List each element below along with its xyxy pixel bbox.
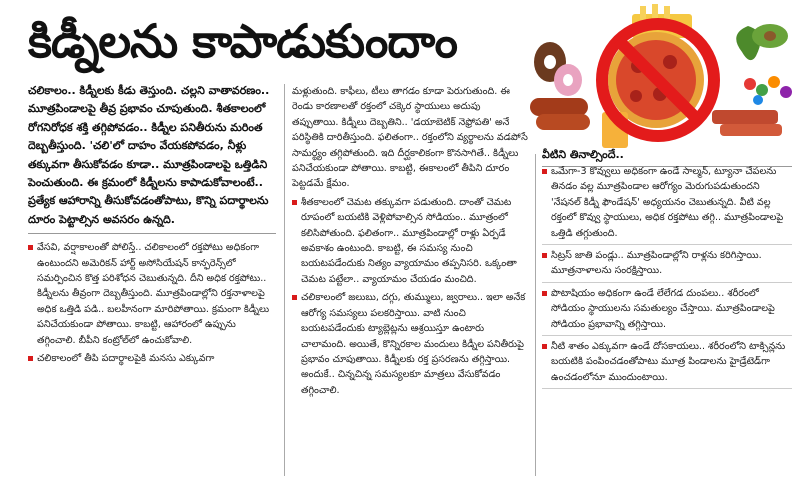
body-paragraph: మళ్లుతుంది. కాఫీలు, టీలు తాగడం కూడా పెరుగుతుంది. ఈ రెండు కారణాలతో రక్తంలో చక్కెర స్థాయులు అదుపు తప్పుతాయి. కిడ్నీలు దెబ్బతిని.. 'డయాబెటిక్ నెఫ్రోపతి' అనే పరిస్థితికి దారితీస్తుంది. ఫలితంగా.. రక్తంలోని వ్యర్థాలను వడపోసే సామర్థ్యం తగ్గిపోతుంది. ఇది దీర్ఘకాలికంగా కొనసాగితే.. కిడ్నీలు పనిచేయకుండా పోతాయి. కాబట్టి, ఈకాలంలో తీపిని దూరం పెట్టడమే క్షేమం. [292,86,528,190]
prohibited-junk-food-illustration [528,2,796,152]
bullet-paragraph: శీతకాలంలో చెమట తక్కువగా పడుతుంది. దాంతో చెమట రూపంలో బయటికి వెళ్లిపోవాల్సిన సోడియం.. మూత్రంలో కలిసిపోతుంది. ఫలితంగా.. మూత్రపిండాల్లో రాళ్లు ఏర్పడే అవకాశం ఉంటుంది. కాబట్టి, ఈ సమస్య నుంచి బయటపడేందుకు నిత్యం వ్యాయామం తప్పనిసరి. ఒక్కంతా చెమట పట్టేలా.. వ్యాయామం చేయడం మంచిది. [292,195,528,287]
candy-icon [744,78,756,90]
article-column-2 [292,84,528,401]
sausage-icon [530,98,588,116]
bacon-icon [712,110,778,124]
bullet-paragraph: సిట్రస్ జాతి పండ్లు.. మూత్రపిండాల్లోని రాళ్లను కరిగిస్తాయి. మూత్రనాళాలను సంరక్షిస్తాయి. [542,248,792,283]
section-subheading: వీటిని తినాల్సిందే.. [542,148,792,167]
bullet-paragraph: ఒమేగా-3 కొవ్వులు అధికంగా ఉండే సాల్మన్, ట్యూనా చేపలను తినడం వల్ల మూత్రపిండాల ఆరోగ్యం మెరుగుపడుతుందని 'నేషనల్ కిడ్నీ ఫౌండేషన్' అధ్యయనం చెబుతున్నది. వీటి వల్ల రక్తంలో కొవ్వు స్థాయులు, అధిక రక్తపోటు తగ్గి.. మూత్రపిండాలపై ఒత్తిడి తగ్గుతుంది. [542,164,792,245]
headline: కిడ్నీలను కాపాడుకుందాం [28,14,457,68]
intro-paragraph: చలికాలం.. కిడ్నీలకు కీడు తెస్తుంది. చల్లని వాతావరణం.. మూత్రపిండాలపై తీవ్ర ప్రభావం చూపుతుంది. శీతకాలంలో రోగనిరోధక శక్తి తగ్గిపోవడం.. కిడ్నీల పనితీరును మరింత దెబ్బతీస్తుంది. 'చలి'లో దాహం వేయకపోవడం, నీళ్లు తక్కువగా తీసుకోవడం కూడా.. మూత్రపిండాలపై ఒత్తిడిని పెంచుతుంది. ఈ క్రమంలో కిడ్నీలను కాపాడుకోవాలంటే.. ప్రత్యేక ఆహారాన్ని తీసుకోవడంతోపాటు, కొన్ని పదార్థాలను దూరం పెట్టాల్సిన అవసరం ఉన్నది. [28,82,276,234]
article-column-3 [542,164,792,392]
column-divider [535,154,536,476]
bullet-paragraph: నీటి శాతం ఎక్కువగా ఉండే దోసకాయలు.. శరీరంలోని టాక్సిన్లను బయటికి పంపించడంతోపాటు మూత్ర పిండాలను హైడ్రేటెడ్‌గా ఉంచడంలోనూ ముందుంటాయి. [542,339,792,389]
column-divider [284,84,285,476]
bullet-paragraph: చలికాలంలో తీపి పదార్థాలపైకి మనసు ఎక్కువగా [28,351,276,366]
article-column-1 [28,82,276,370]
bullet-paragraph: వేసవి, వర్షాకాలంతో పోలిస్తే.. చలికాలంలో రక్తపోటు అధికంగా ఉంటుందని అమెరికన్ హార్ట్ అసోసియేషన్ కాన్ఫరెన్స్‌లో సమర్పించిన కొత్త పరిశోధన చెబుతున్నది. దీని అధిక రక్తపోటు.. కిడ్నీలను తీవ్రంగా దెబ్బతీస్తుంది. మూత్రపిండాల్లోని రక్తనాళాలపై అధిక ఒత్తిడి పడి.. బలహీనంగా మారిపోతాయి. క్రమంగా కిడ్నీలు పనిచేయకుండా పోతాయి. కాబట్టి, ఆహారంలో ఉప్పును తగ్గించాలి. బీపీని కంట్రోల్‌లో ఉంచుకోవాలి. [28,240,276,348]
bullet-paragraph: పొటాషియం అధికంగా ఉండే లేలేగడ దుంపలు.. శరీరంలో సోడియం స్థాయులను సమతుల్యం చేస్తాయి. మూత్రపిండాలపై సోడియం ప్రభావాన్ని తగ్గిస్తాయి. [542,286,792,336]
bullet-paragraph: చలికాలంలో జలుబు, దగ్గు, తుమ్ములు, జ్వరాలు.. ఇలా అనేక ఆరోగ్య సమస్యలు పలకరిస్తాయి. వాటి నుంచి బయటపడేందుకు ట్యాబ్లెట్లను ఆశ్రయిస్తూ ఉంటారు చాలామంది. అయితే, కొన్నిరకాల మందులు కిడ్నీల పనితీరుపై ప్రభావం చూపుతాయి. కిడ్నీలకు రక్త ప్రసరణను తగ్గిస్తాయి. అందుకే.. చిన్నచిన్న సమస్యలకూ మాత్రలు వేసుకోవడం తగ్గించాలి. [292,290,528,398]
